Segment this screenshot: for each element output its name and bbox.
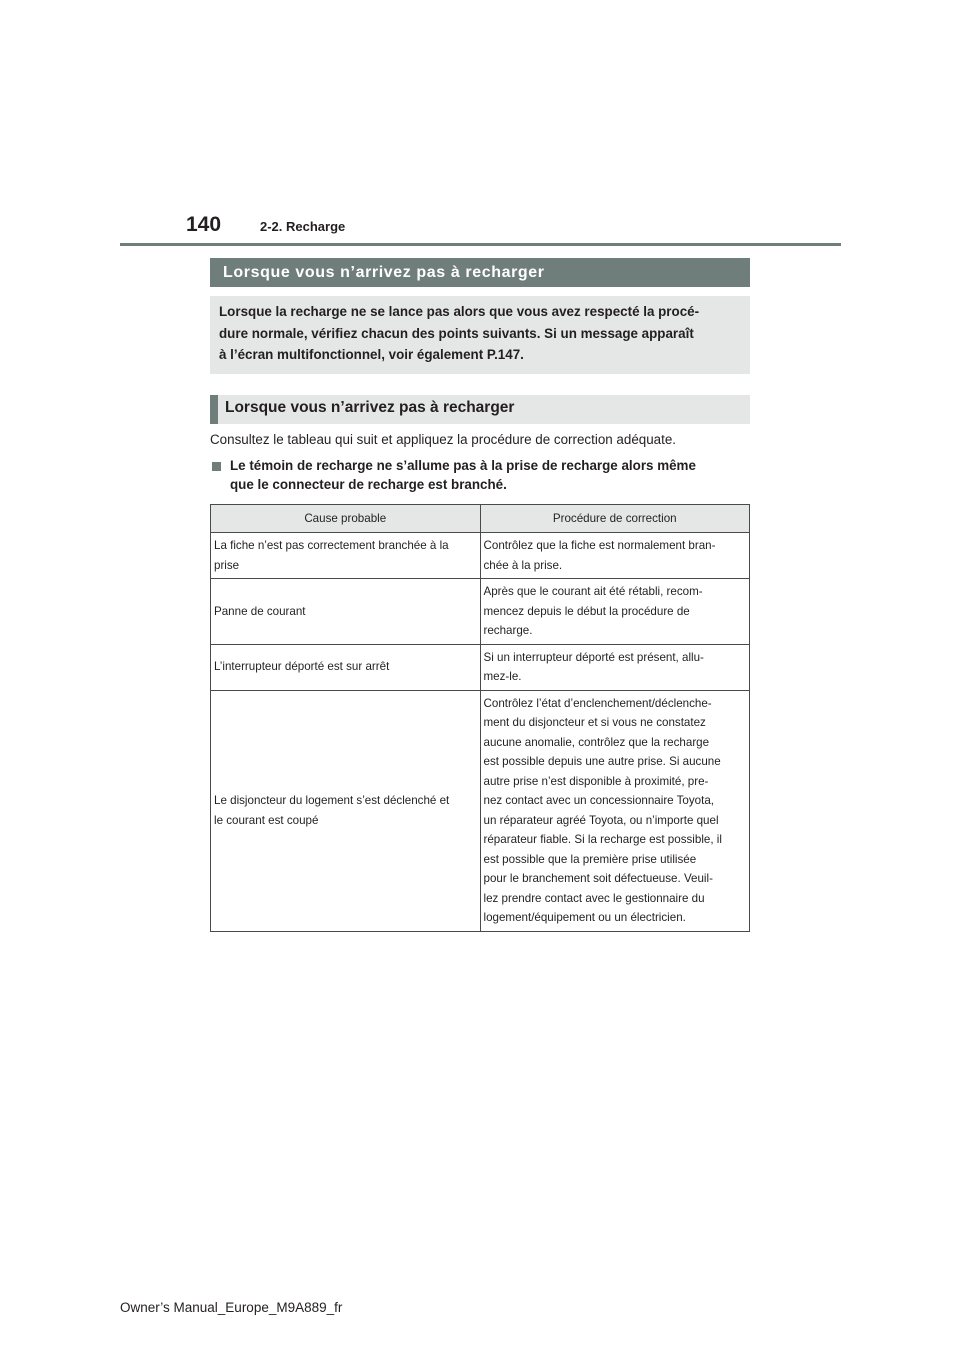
bullet-heading	[230, 457, 750, 494]
fix-cell	[480, 533, 750, 579]
cell-line: Contrôlez que la fiche est normalement bran-	[483, 539, 716, 552]
cell-line: Contrôlez l’état d’enclenchement/déclenche-	[483, 696, 712, 710]
bullet-line: Le témoin de recharge ne s’allume pas à la prise de recharge alors même	[230, 458, 696, 473]
table-row	[211, 690, 750, 931]
fix-cell	[480, 644, 750, 690]
cause-cell	[211, 690, 481, 931]
cell-line: mez-le.	[483, 670, 522, 683]
cause-cell	[211, 579, 481, 645]
column-header-fix: Procédure de correction	[480, 505, 750, 533]
cause-cell	[211, 644, 481, 690]
intro-line: à l’écran multifonctionnel, voir également P.147.	[219, 347, 524, 362]
cell-line: Si un interrupteur déporté est présent, allu-	[483, 650, 704, 664]
table-header-row	[211, 505, 750, 533]
cause-cell	[211, 533, 481, 579]
table-row	[211, 644, 750, 690]
intro-line: dure normale, vérifiez chacun des points suivants. Si un message apparaît	[219, 325, 694, 341]
table-row	[211, 579, 750, 645]
lead-paragraph: Consultez le tableau qui suit et appliquez la procédure de correction adéquate.	[210, 432, 677, 447]
section-label: 2-2. Recharge	[260, 219, 346, 234]
cell-line: La fiche n’est pas correctement branchée à la	[214, 539, 449, 552]
cell-line: chée à la prise.	[483, 558, 563, 572]
fix-cell	[480, 690, 750, 931]
square-bullet-icon	[212, 462, 221, 471]
cell-line: Panne de courant	[214, 604, 306, 618]
cell-line: Le disjoncteur du logement s’est déclenché et	[214, 794, 450, 807]
cell-line: un réparateur agréé Toyota, ou n’importe quel	[483, 813, 719, 827]
cell-line: réparateur fiable. Si la recharge est possible, il	[483, 833, 722, 846]
cell-line: nez contact avec un concessionnaire Toyota,	[483, 794, 715, 807]
cell-line: est possible que la première prise utilisée	[483, 852, 697, 866]
column-header-cause: Cause probable	[211, 505, 481, 533]
fix-cell	[480, 579, 750, 645]
cell-line: le courant est coupé	[214, 813, 319, 827]
section-banner: Lorsque vous n’arrivez pas à recharger	[210, 258, 750, 287]
cell-line: prise	[214, 558, 240, 572]
page-number: 140	[186, 213, 222, 236]
intro-line: Lorsque la recharge ne se lance pas alors que vous avez respecté la procé-	[219, 304, 700, 319]
cell-line: est possible depuis une autre prise. Si aucune	[483, 755, 721, 768]
intro-box	[210, 296, 750, 374]
table-row	[211, 533, 750, 579]
header-divider	[120, 243, 841, 246]
cell-line: aucune anomalie, contrôlez que la recharge	[483, 735, 710, 749]
cell-line: logement/équipement ou un électricien.	[483, 911, 686, 924]
cell-line: autre prise n’est disponible à proximité, pre-	[483, 774, 709, 788]
cell-line: pour le branchement soit défectueuse. Veuil-	[483, 872, 713, 885]
cell-line: ment du disjoncteur et si vous ne constatez	[483, 716, 706, 729]
cell-line: lez prendre contact avec le gestionnaire du	[483, 891, 705, 905]
cell-line: mencez depuis le début la procédure de	[483, 604, 690, 618]
bullet-line: que le connecteur de recharge est branché.	[230, 476, 507, 492]
cell-line: Après que le courant ait été rétabli, recom-	[483, 585, 703, 598]
footer-manual-id: Owner’s Manual_Europe_M9A889_fr	[120, 1300, 343, 1315]
subsection-title: Lorsque vous n’arrivez pas à recharger	[210, 395, 750, 424]
cell-line: recharge.	[483, 624, 533, 637]
cell-line: L’interrupteur déporté est sur arrêt	[214, 660, 390, 674]
troubleshooting-table	[210, 504, 750, 932]
